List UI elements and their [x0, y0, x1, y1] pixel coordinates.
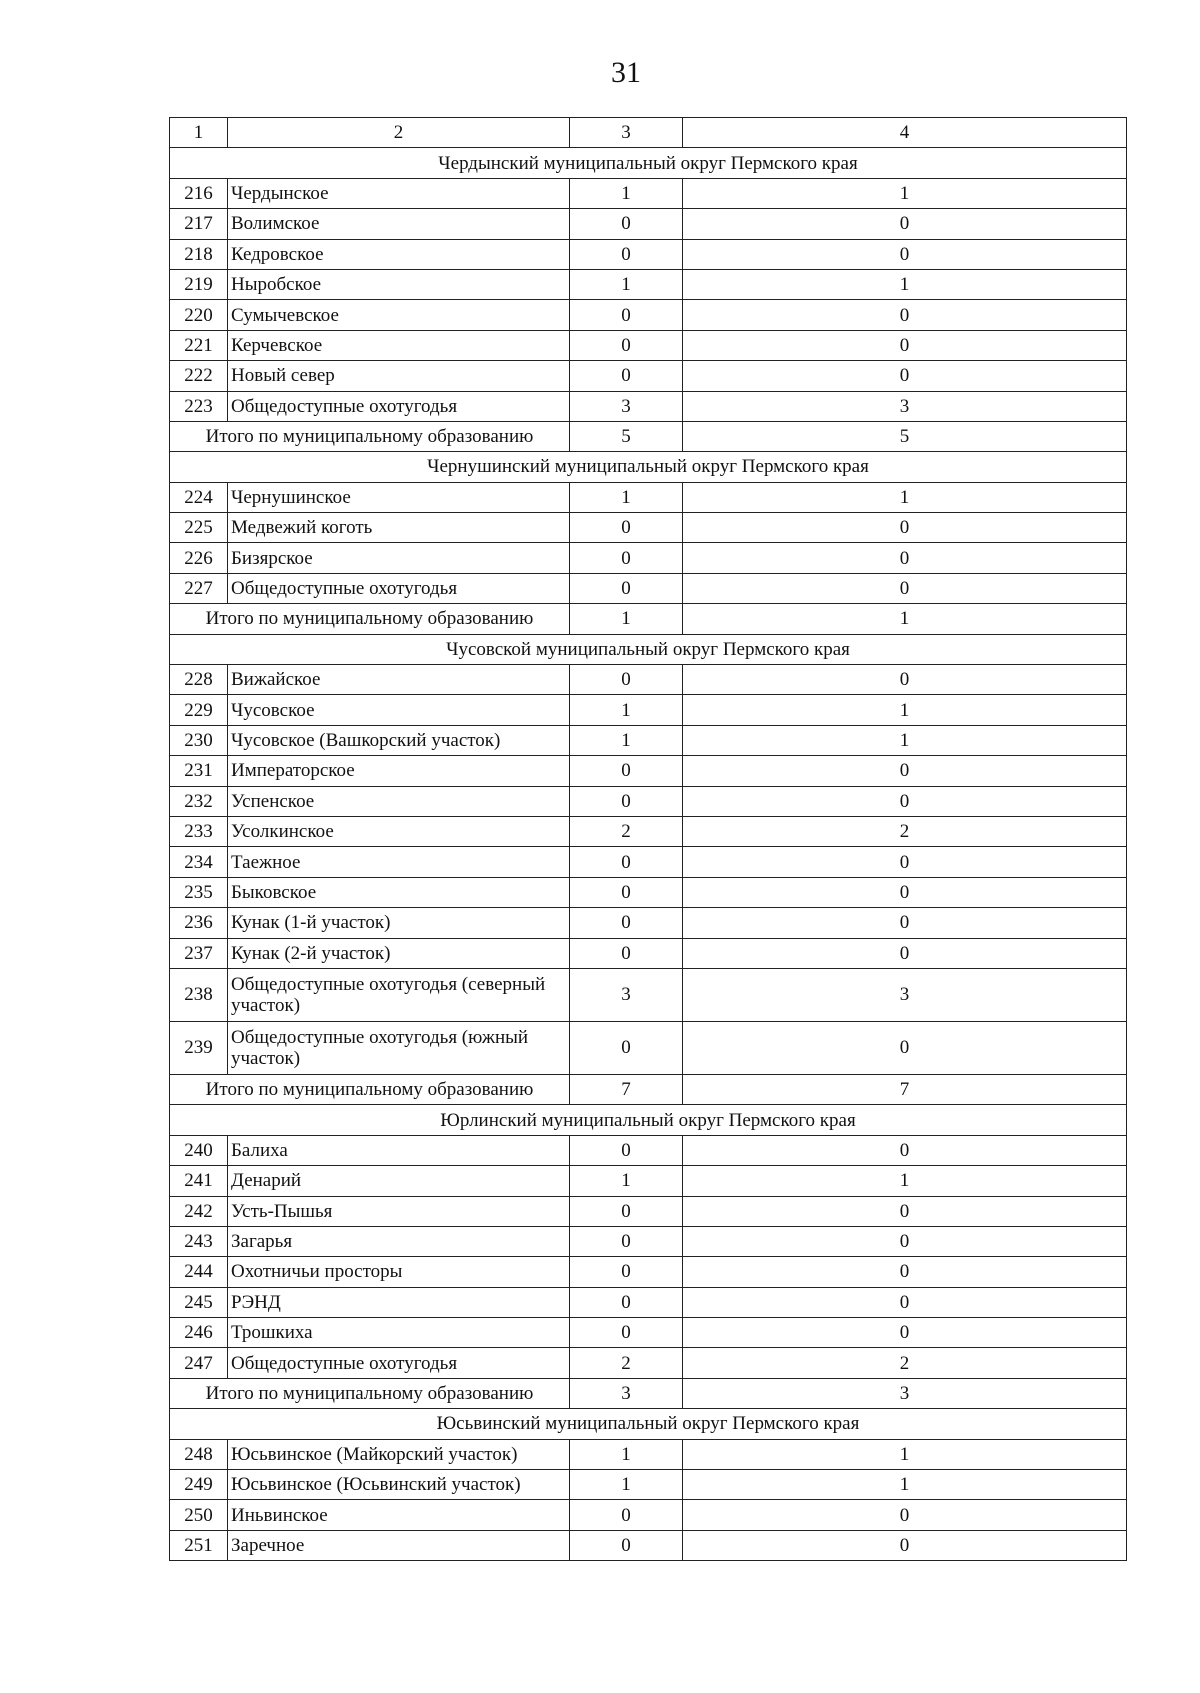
- row-value-col3: 0: [570, 1530, 683, 1560]
- row-value-col3: 0: [570, 209, 683, 239]
- row-value-col3: 0: [570, 1135, 683, 1165]
- row-value-col3: 1: [570, 725, 683, 755]
- row-value-col4: 0: [683, 665, 1127, 695]
- total-row: [170, 421, 1127, 451]
- row-value-col4: 1: [683, 1166, 1127, 1196]
- row-value-col3: 0: [570, 513, 683, 543]
- row-name: Загарья: [228, 1226, 570, 1256]
- row-name: Иньвинское: [228, 1500, 570, 1530]
- row-name: Сумычевское: [228, 300, 570, 330]
- table-row: [170, 178, 1127, 208]
- row-name: Успенское: [228, 786, 570, 816]
- table-row: [170, 1257, 1127, 1287]
- table-row: [170, 816, 1127, 846]
- row-name: Юсьвинское (Юсьвинский участок): [228, 1470, 570, 1500]
- table-row: [170, 1530, 1127, 1560]
- row-value-col4: 0: [683, 1226, 1127, 1256]
- table-row: [170, 1166, 1127, 1196]
- row-value-col4: 0: [683, 513, 1127, 543]
- row-value-col3: 0: [570, 1500, 683, 1530]
- header-col-3: 3: [570, 118, 683, 148]
- row-value-col3: 0: [570, 908, 683, 938]
- row-name: Балиха: [228, 1135, 570, 1165]
- row-value-col3: 1: [570, 178, 683, 208]
- table-row: [170, 239, 1127, 269]
- row-number: 224: [170, 482, 228, 512]
- table-row: [170, 269, 1127, 299]
- row-value-col4: 0: [683, 1287, 1127, 1317]
- table-row: [170, 1470, 1127, 1500]
- section-title: Чусовской муниципальный округ Пермского края: [170, 634, 1127, 664]
- row-value-col3: 0: [570, 756, 683, 786]
- table-row: [170, 573, 1127, 603]
- table-row: [170, 877, 1127, 907]
- row-value-col4: 0: [683, 877, 1127, 907]
- row-value-col3: 3: [570, 968, 683, 1021]
- section-row: [170, 1409, 1127, 1439]
- table-row: [170, 330, 1127, 360]
- row-name: Чусовское (Вашкорский участок): [228, 725, 570, 755]
- row-value-col3: 1: [570, 1439, 683, 1469]
- table-row: [170, 482, 1127, 512]
- table-header-row: [170, 118, 1127, 148]
- row-number: 237: [170, 938, 228, 968]
- section-title: Чернушинский муниципальный округ Пермского края: [170, 452, 1127, 482]
- row-number: 242: [170, 1196, 228, 1226]
- section-row: [170, 452, 1127, 482]
- row-number: 246: [170, 1318, 228, 1348]
- row-value-col3: 0: [570, 1287, 683, 1317]
- row-number: 249: [170, 1470, 228, 1500]
- total-value-col4: 3: [683, 1378, 1127, 1408]
- row-name: Общедоступные охотугодья: [228, 573, 570, 603]
- row-value-col3: 0: [570, 786, 683, 816]
- row-name: Кунак (2-й участок): [228, 938, 570, 968]
- row-value-col4: 0: [683, 361, 1127, 391]
- row-value-col4: 0: [683, 786, 1127, 816]
- row-value-col4: 0: [683, 847, 1127, 877]
- row-number: 230: [170, 725, 228, 755]
- row-number: 227: [170, 573, 228, 603]
- row-number: 232: [170, 786, 228, 816]
- row-number: 238: [170, 968, 228, 1021]
- row-number: 239: [170, 1021, 228, 1074]
- row-name: Трошкиха: [228, 1318, 570, 1348]
- row-number: 243: [170, 1226, 228, 1256]
- table-row: [170, 665, 1127, 695]
- row-value-col3: 0: [570, 938, 683, 968]
- row-name: Бизярское: [228, 543, 570, 573]
- row-value-col3: 3: [570, 391, 683, 421]
- row-number: 217: [170, 209, 228, 239]
- row-value-col4: 0: [683, 330, 1127, 360]
- row-name: Вижайское: [228, 665, 570, 695]
- section-title: Чердынский муниципальный округ Пермского края: [170, 148, 1127, 178]
- row-number: 228: [170, 665, 228, 695]
- row-value-col3: 1: [570, 1470, 683, 1500]
- total-value-col3: 7: [570, 1074, 683, 1104]
- row-name: Общедоступные охотугодья: [228, 391, 570, 421]
- row-value-col4: 1: [683, 725, 1127, 755]
- row-number: 235: [170, 877, 228, 907]
- row-name: Общедоступные охотугодья: [228, 1348, 570, 1378]
- total-row: [170, 1074, 1127, 1104]
- total-value-col3: 1: [570, 604, 683, 634]
- row-name: Заречное: [228, 1530, 570, 1560]
- row-value-col4: 2: [683, 1348, 1127, 1378]
- total-label: Итого по муниципальному образованию: [170, 1378, 570, 1408]
- row-name: Чердынское: [228, 178, 570, 208]
- table-row: [170, 695, 1127, 725]
- row-value-col4: 0: [683, 1257, 1127, 1287]
- row-value-col4: 0: [683, 1135, 1127, 1165]
- row-name: Кедровское: [228, 239, 570, 269]
- row-value-col3: 0: [570, 1257, 683, 1287]
- row-value-col4: 3: [683, 391, 1127, 421]
- row-number: 226: [170, 543, 228, 573]
- row-number: 222: [170, 361, 228, 391]
- row-value-col4: 0: [683, 1530, 1127, 1560]
- table-row: [170, 756, 1127, 786]
- row-value-col4: 2: [683, 816, 1127, 846]
- table-row: [170, 968, 1127, 1021]
- table-row: [170, 847, 1127, 877]
- row-name: Денарий: [228, 1166, 570, 1196]
- row-number: 221: [170, 330, 228, 360]
- row-value-col4: 1: [683, 178, 1127, 208]
- total-label: Итого по муниципальному образованию: [170, 1074, 570, 1104]
- table-row: [170, 786, 1127, 816]
- row-name: Охотничьи просторы: [228, 1257, 570, 1287]
- row-value-col3: 2: [570, 816, 683, 846]
- row-value-col3: 0: [570, 1196, 683, 1226]
- row-name: Кунак (1-й участок): [228, 908, 570, 938]
- row-value-col4: 1: [683, 482, 1127, 512]
- table-row: [170, 1226, 1127, 1256]
- header-col-1: 1: [170, 118, 228, 148]
- row-value-col3: 0: [570, 361, 683, 391]
- row-number: 236: [170, 908, 228, 938]
- total-value-col4: 5: [683, 421, 1127, 451]
- row-value-col4: 0: [683, 908, 1127, 938]
- table-row: [170, 1318, 1127, 1348]
- row-name: Новый север: [228, 361, 570, 391]
- row-number: 245: [170, 1287, 228, 1317]
- total-value-col4: 7: [683, 1074, 1127, 1104]
- row-value-col4: 1: [683, 1439, 1127, 1469]
- row-value-col3: 0: [570, 1318, 683, 1348]
- row-number: 241: [170, 1166, 228, 1196]
- table-row: [170, 1439, 1127, 1469]
- total-value-col4: 1: [683, 604, 1127, 634]
- row-value-col4: 0: [683, 1021, 1127, 1074]
- row-value-col4: 1: [683, 695, 1127, 725]
- row-number: 229: [170, 695, 228, 725]
- row-number: 244: [170, 1257, 228, 1287]
- section-row: [170, 634, 1127, 664]
- row-value-col3: 2: [570, 1348, 683, 1378]
- total-row: [170, 1378, 1127, 1408]
- row-value-col4: 0: [683, 1196, 1127, 1226]
- row-name: Усть-Пышья: [228, 1196, 570, 1226]
- table-row: [170, 543, 1127, 573]
- row-number: 220: [170, 300, 228, 330]
- row-name: Императорское: [228, 756, 570, 786]
- table-row: [170, 1287, 1127, 1317]
- row-number: 248: [170, 1439, 228, 1469]
- table-row: [170, 725, 1127, 755]
- row-name: Керчевское: [228, 330, 570, 360]
- table-row: [170, 391, 1127, 421]
- total-value-col3: 5: [570, 421, 683, 451]
- row-value-col3: 0: [570, 665, 683, 695]
- table-row: [170, 1348, 1127, 1378]
- row-number: 219: [170, 269, 228, 299]
- table-row: [170, 361, 1127, 391]
- row-value-col4: 1: [683, 1470, 1127, 1500]
- table-row: [170, 1021, 1127, 1074]
- row-value-col3: 0: [570, 300, 683, 330]
- row-value-col3: 0: [570, 1021, 683, 1074]
- row-name: Общедоступные охотугодья (южный участок): [228, 1021, 570, 1074]
- total-value-col3: 3: [570, 1378, 683, 1408]
- row-number: 223: [170, 391, 228, 421]
- table-row: [170, 1196, 1127, 1226]
- section-title: Юсьвинский муниципальный округ Пермского края: [170, 1409, 1127, 1439]
- row-name: Чусовское: [228, 695, 570, 725]
- hunting-grounds-table: [169, 117, 1127, 1561]
- section-title: Юрлинский муниципальный округ Пермского края: [170, 1105, 1127, 1135]
- row-number: 240: [170, 1135, 228, 1165]
- row-value-col4: 0: [683, 209, 1127, 239]
- table-row: [170, 513, 1127, 543]
- row-name: Волимское: [228, 209, 570, 239]
- row-number: 247: [170, 1348, 228, 1378]
- table-row: [170, 908, 1127, 938]
- table-row: [170, 1500, 1127, 1530]
- row-value-col3: 1: [570, 1166, 683, 1196]
- row-number: 218: [170, 239, 228, 269]
- row-number: 251: [170, 1530, 228, 1560]
- row-name: Общедоступные охотугодья (северный участок): [228, 968, 570, 1021]
- row-name: Чернушинское: [228, 482, 570, 512]
- row-number: 233: [170, 816, 228, 846]
- row-value-col3: 1: [570, 695, 683, 725]
- row-value-col4: 0: [683, 756, 1127, 786]
- row-value-col4: 0: [683, 543, 1127, 573]
- row-number: 250: [170, 1500, 228, 1530]
- page-number: 31: [611, 56, 641, 89]
- row-value-col4: 3: [683, 968, 1127, 1021]
- row-value-col4: 0: [683, 1318, 1127, 1348]
- row-value-col3: 0: [570, 573, 683, 603]
- header-col-2: 2: [228, 118, 570, 148]
- row-value-col4: 1: [683, 269, 1127, 299]
- row-number: 225: [170, 513, 228, 543]
- header-col-4: 4: [683, 118, 1127, 148]
- row-name: Быковское: [228, 877, 570, 907]
- table-row: [170, 209, 1127, 239]
- row-value-col3: 0: [570, 543, 683, 573]
- row-value-col3: 0: [570, 877, 683, 907]
- section-row: [170, 1105, 1127, 1135]
- row-value-col3: 0: [570, 847, 683, 877]
- row-name: Таежное: [228, 847, 570, 877]
- row-number: 216: [170, 178, 228, 208]
- row-number: 234: [170, 847, 228, 877]
- table-row: [170, 1135, 1127, 1165]
- section-row: [170, 148, 1127, 178]
- row-name: Ныробское: [228, 269, 570, 299]
- row-value-col3: 1: [570, 482, 683, 512]
- row-value-col4: 0: [683, 239, 1127, 269]
- table-row: [170, 938, 1127, 968]
- total-row: [170, 604, 1127, 634]
- row-name: Усолкинское: [228, 816, 570, 846]
- table-row: [170, 300, 1127, 330]
- table-body: [170, 118, 1127, 1561]
- row-name: Юсьвинское (Майкорский участок): [228, 1439, 570, 1469]
- row-value-col3: 0: [570, 1226, 683, 1256]
- row-value-col4: 0: [683, 573, 1127, 603]
- total-label: Итого по муниципальному образованию: [170, 421, 570, 451]
- row-value-col3: 1: [570, 269, 683, 299]
- row-value-col3: 0: [570, 330, 683, 360]
- total-label: Итого по муниципальному образованию: [170, 604, 570, 634]
- row-value-col4: 0: [683, 300, 1127, 330]
- row-value-col3: 0: [570, 239, 683, 269]
- row-name: Медвежий коготь: [228, 513, 570, 543]
- row-name: РЭНД: [228, 1287, 570, 1317]
- row-value-col4: 0: [683, 1500, 1127, 1530]
- row-value-col4: 0: [683, 938, 1127, 968]
- row-number: 231: [170, 756, 228, 786]
